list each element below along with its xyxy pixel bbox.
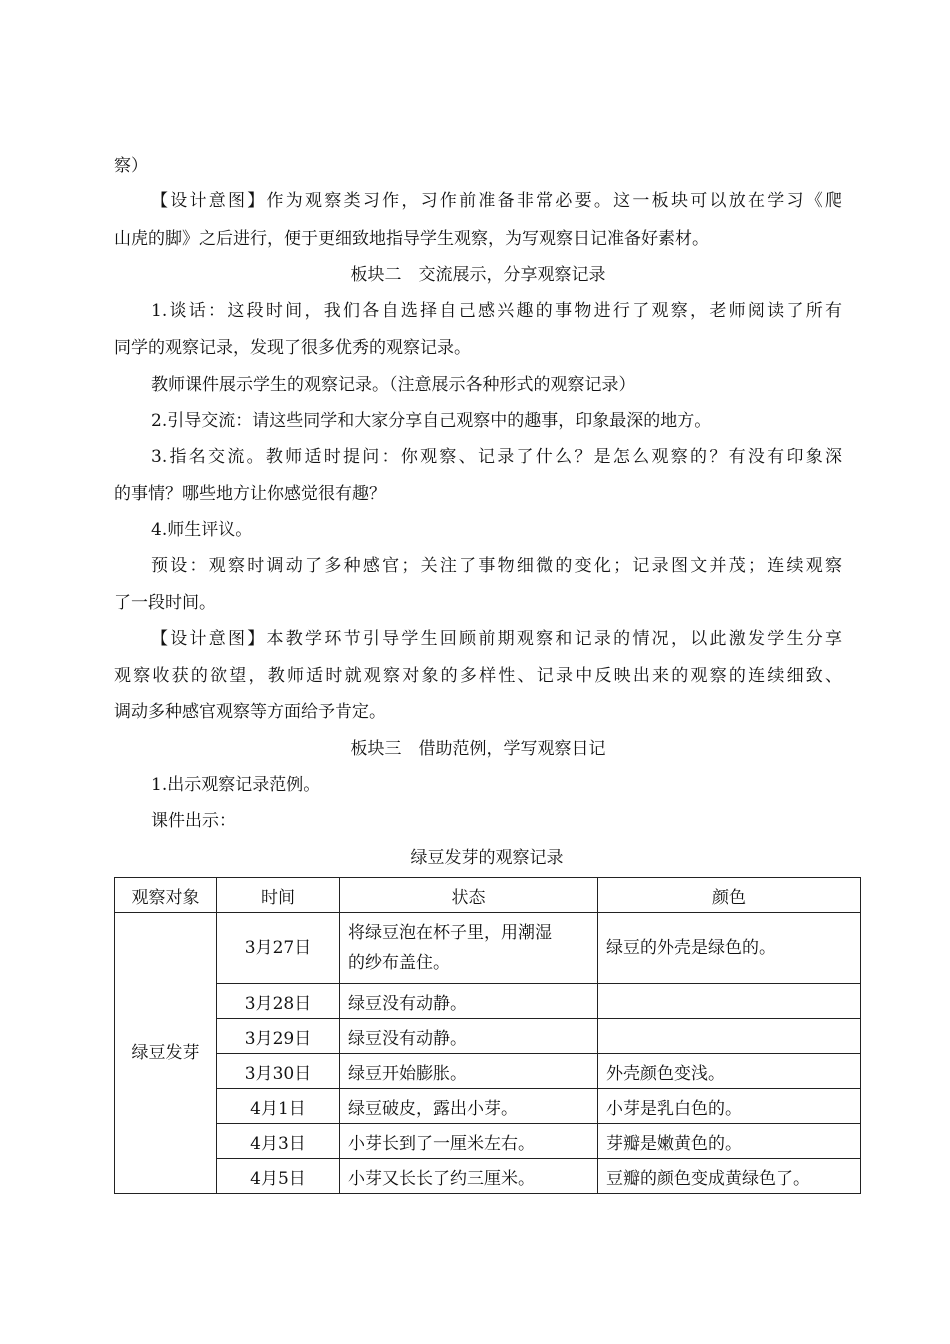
- table-header-row: [115, 878, 861, 913]
- design-intent-line: 观察收获的欲望，教师适时就观察对象的多样性、记录中反映出来的观察的连续细致、: [114, 666, 842, 686]
- state-cell: 绿豆开始膨胀。: [340, 1054, 598, 1089]
- color-cell: 豆瓣的颜色变成黄绿色了。: [598, 1159, 861, 1194]
- paragraph-line: 3.指名交流。教师适时提问：你观察、记录了什么？是怎么观察的？有没有印象深: [151, 447, 842, 467]
- paragraph-line: 1.谈话：这段时间，我们各自选择自己感兴趣的事物进行了观察，老师阅读了所有: [151, 301, 842, 321]
- table-caption: 绿豆发芽的观察记录: [410, 848, 564, 868]
- design-intent-line: 山虎的脚》之后进行，便于更细致地指导学生观察，为写观察日记准备好素材。: [114, 229, 709, 249]
- design-intent-line: 【设计意图】作为观察类习作，习作前准备非常必要。这一板块可以放在学习《爬: [151, 191, 842, 211]
- paragraph-line: 的事情？哪些地方让你感觉很有趣？: [114, 484, 386, 504]
- paragraph-line: 察）: [114, 156, 148, 176]
- color-cell: 芽瓣是嫩黄色的。: [598, 1124, 861, 1159]
- table-row: [115, 1089, 861, 1124]
- state-cell: 绿豆破皮，露出小芽。: [340, 1089, 598, 1124]
- header-time: 时间: [217, 878, 340, 913]
- state-cell: [340, 913, 598, 984]
- color-cell: [598, 1019, 861, 1054]
- table-row: [115, 984, 861, 1019]
- subject-cell: 绿豆发芽: [115, 913, 217, 1194]
- state-cell: 绿豆没有动静。: [340, 1019, 598, 1054]
- state-cell: 小芽又长长了约三厘米。: [340, 1159, 598, 1194]
- paragraph-line: 同学的观察记录，发现了很多优秀的观察记录。: [114, 338, 471, 358]
- paragraph-line: 4.师生评议。: [151, 520, 253, 540]
- paragraph-line: 了一段时间。: [114, 593, 216, 613]
- date-cell: 4月1日: [217, 1089, 340, 1124]
- date-cell: 3月30日: [217, 1054, 340, 1089]
- table-row: [115, 1019, 861, 1054]
- paragraph-line: 2.引导交流：请这些同学和大家分享自己观察中的趣事，印象最深的地方。: [151, 411, 712, 431]
- color-cell: 小芽是乳白色的。: [598, 1089, 861, 1124]
- table-row: [115, 913, 861, 984]
- design-intent-line: 调动多种感官观察等方面给予肯定。: [114, 702, 386, 722]
- color-cell: 外壳颜色变浅。: [598, 1054, 861, 1089]
- paragraph-line: 课件出示：: [151, 811, 236, 831]
- section-heading-2: 板块二 交流展示，分享观察记录: [350, 265, 606, 285]
- header-color: 颜色: [598, 878, 861, 913]
- table-row: [115, 1054, 861, 1089]
- design-intent-line: 【设计意图】本教学环节引导学生回顾前期观察和记录的情况，以此激发学生分享: [151, 629, 842, 649]
- date-cell: 3月27日: [217, 913, 340, 984]
- state-text-line: 将绿豆泡在杯子里，用潮湿: [348, 923, 552, 943]
- paragraph-line: 1.出示观察记录范例。: [151, 775, 321, 795]
- date-cell: 4月5日: [217, 1159, 340, 1194]
- header-state: 状态: [340, 878, 598, 913]
- header-subject: 观察对象: [115, 878, 217, 913]
- date-cell: 4月3日: [217, 1124, 340, 1159]
- state-cell: 小芽长到了一厘米左右。: [340, 1124, 598, 1159]
- color-cell: [598, 984, 861, 1019]
- state-cell: 绿豆没有动静。: [340, 984, 598, 1019]
- color-cell: 绿豆的外壳是绿色的。: [598, 913, 861, 984]
- section-heading-3: 板块三 借助范例，学写观察日记: [350, 739, 606, 759]
- paragraph-line: 预设：观察时调动了多种感官；关注了事物细微的变化；记录图文并茂；连续观察: [151, 556, 842, 576]
- date-cell: 3月28日: [217, 984, 340, 1019]
- table-row: [115, 1124, 861, 1159]
- table-row: [115, 1159, 861, 1194]
- state-text-line: 的纱布盖住。: [348, 953, 450, 973]
- paragraph-line: 教师课件展示学生的观察记录。（注意展示各种形式的观察记录）: [151, 375, 636, 395]
- date-cell: 3月29日: [217, 1019, 340, 1054]
- observation-table: [114, 877, 861, 1194]
